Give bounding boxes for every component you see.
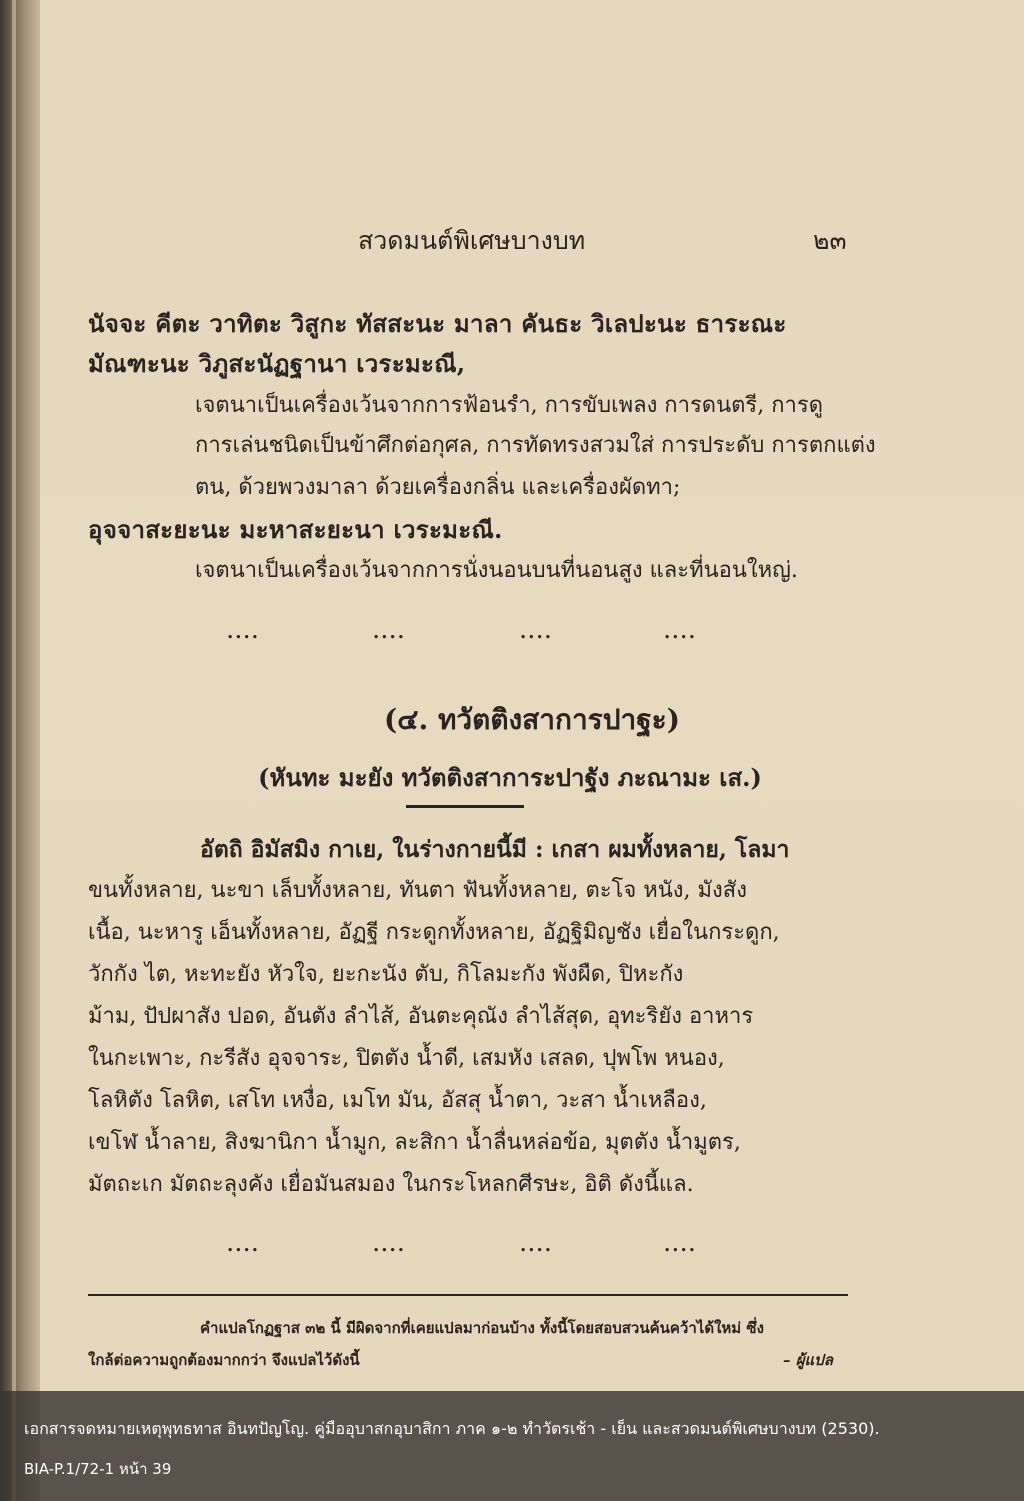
archive-caption-bar xyxy=(0,1391,1024,1501)
section-separator-dots: .... xyxy=(227,1235,261,1256)
book-page xyxy=(40,0,1024,1501)
book-binding xyxy=(0,0,40,1501)
section-separator-dots: .... xyxy=(664,1235,698,1256)
body-text-line: อัตถิ อิมัสมิง กาเย, ในร่างกายนี้มี : เกสา ผมทั้งหลาย, โลมา xyxy=(200,836,790,863)
body-text-line: วักกัง ไต, หะทะยัง หัวใจ, ยะกะนัง ตับ, กิโลมะกัง พังผืด, ปิหะกัง xyxy=(88,962,684,987)
body-text-line: ม้าม, ปัปผาสัง ปอด, อันตัง ลำไส้, อันตะคุณัง ลำไส้สุด, อุทะริยัง อาหาร xyxy=(88,1004,754,1029)
footnote-line: คำแปลโกฏฐาส ๓๒ นี้ มีผิดจากที่เคยแปลมาก่อนบ้าง ทั้งนี้โดยสอบสวนค้นคว้าได้ใหม่ ซึ่ง xyxy=(200,1319,764,1337)
archive-citation: เอกสารจดหมายเหตุพุทธทาส อินทปัญโญ. คู่มืออุบาสกอุบาสิกา ภาค ๑-๒ ทำวัตรเช้า - เย็น และสวดมนต์พิเศษบางบท (2530). xyxy=(24,1419,880,1438)
footnote-line: ใกล้ต่อความถูกต้องมากกว่า จึงแปลไว้ดังนี้ xyxy=(88,1351,360,1369)
archive-reference: BIA-P.1/72-1 หน้า 39 xyxy=(24,1460,172,1478)
running-header-title: สวดมนต์พิเศษบางบท xyxy=(358,226,586,255)
body-text-line: ในกะเพาะ, กะรีสัง อุจจาระ, ปิตตัง น้ำดี, เสมหัง เสลด, ปุพโพ หนอง, xyxy=(88,1046,725,1071)
body-text-line: เขโฬ น้ำลาย, สิงฆานิกา น้ำมูก, ละสิกา น้ำลื่นหล่อข้อ, มุตตัง น้ำมูตร, xyxy=(88,1130,741,1155)
thai-translation-line: เจตนาเป็นเครื่องเว้นจากการนั่งนอนบนที่นอนสูง และที่นอนใหญ่. xyxy=(195,558,798,583)
section-subtitle: (หันทะ มะยัง ทวัตติงสาการะปาฐัง ภะณามะ เส.) xyxy=(258,763,762,792)
section-separator-dots: .... xyxy=(227,622,261,643)
section-separator-dots: .... xyxy=(520,1235,554,1256)
section-title: (๔. ทวัตติงสาการปาฐะ) xyxy=(384,703,680,736)
thai-translation-line: การเล่นชนิดเป็นข้าศึกต่อกุศล, การทัดทรงสวมใส่ การประดับ การตกแต่ง xyxy=(195,433,876,458)
section-separator-dots: .... xyxy=(664,622,698,643)
section-separator-dots: .... xyxy=(520,622,554,643)
section-separator-dots: .... xyxy=(373,1235,407,1256)
body-text-line: เนื้อ, นะหารู เอ็นทั้งหลาย, อัฏฐี กระดูกทั้งหลาย, อัฏฐิมิญชัง เยื่อในกระดูก, xyxy=(88,920,780,945)
body-text-line: โลหิตัง โลหิต, เสโท เหงื่อ, เมโท มัน, อัสสุ น้ำตา, วะสา น้ำเหลือง, xyxy=(88,1088,707,1113)
title-underline-rule xyxy=(406,805,524,808)
page-stack-edge xyxy=(12,0,16,1501)
pali-verse-line: นัจจะ คีตะ วาทิตะ วิสูกะ ทัสสะนะ มาลา คันธะ วิเลปะนะ ธาระณะ xyxy=(88,309,787,338)
footnote-signature: – ผู้แปล xyxy=(783,1351,833,1369)
section-separator-dots: .... xyxy=(373,622,407,643)
thai-translation-line: เจตนาเป็นเครื่องเว้นจากการฟ้อนรำ, การขับเพลง การดนตรี, การดู xyxy=(195,393,823,418)
page-number: ๒๓ xyxy=(813,226,847,255)
pali-verse-line: มัณฑะนะ วิภูสะนัฏฐานา เวระมะณี, xyxy=(88,349,466,378)
body-text-line: มัตถะเก มัตถะลุงคัง เยื่อมันสมอง ในกระโหลกศีรษะ, อิติ ดังนี้แล. xyxy=(88,1172,694,1197)
footnote-rule xyxy=(88,1294,848,1296)
pali-verse-line: อุจจาสะยะนะ มะหาสะยะนา เวระมะณี. xyxy=(88,515,503,544)
body-text-line: ขนทั้งหลาย, นะขา เล็บทั้งหลาย, ทันตา ฟันทั้งหลาย, ตะโจ หนัง, มังสัง xyxy=(88,878,747,903)
thai-translation-line: ตน, ด้วยพวงมาลา ด้วยเครื่องกลิ่น และเครื่องผัดทา; xyxy=(195,475,681,500)
